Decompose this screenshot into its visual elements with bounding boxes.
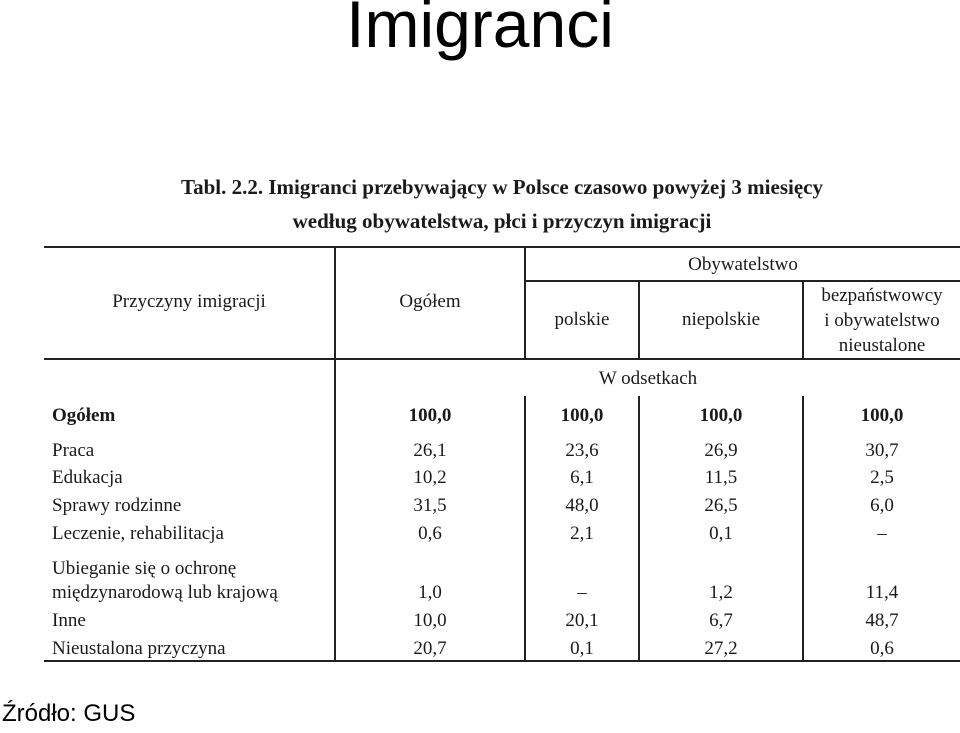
row-label: Ubieganie się o ochronę bbox=[52, 558, 237, 579]
header-total: Ogółem bbox=[399, 291, 461, 312]
header-unit: W odsetkach bbox=[598, 368, 698, 389]
cell-stateless: 48,7 bbox=[865, 610, 899, 631]
cell-polish: 0,1 bbox=[570, 638, 594, 659]
cell-non-polish: 26,5 bbox=[704, 495, 738, 516]
cell-stateless: 0,6 bbox=[870, 638, 894, 659]
header-stateless-line-1: bezpaństwowcy bbox=[821, 285, 943, 306]
row-label-line-2: międzynarodową lub krajową bbox=[52, 582, 278, 603]
row-label: Leczenie, rehabilitacja bbox=[52, 523, 224, 544]
cell-total: 100,0 bbox=[408, 405, 452, 426]
table-title-line-2: według obywatelstwa, płci i przyczyn imigracji bbox=[292, 209, 712, 233]
table-top-rule bbox=[44, 246, 960, 248]
header-bottom-rule bbox=[44, 358, 960, 360]
cell-total: 20,7 bbox=[413, 638, 447, 659]
cell-polish: 100,0 bbox=[560, 405, 604, 426]
row-label: Nieustalona przyczyna bbox=[52, 638, 226, 659]
cell-total: 31,5 bbox=[413, 495, 447, 516]
cell-non-polish: 11,5 bbox=[704, 467, 738, 488]
cell-stateless: – bbox=[877, 523, 887, 544]
cell-polish: 48,0 bbox=[565, 495, 599, 516]
cell-polish: 6,1 bbox=[570, 467, 594, 488]
cell-non-polish: 27,2 bbox=[704, 638, 738, 659]
cell-stateless: 2,5 bbox=[870, 467, 894, 488]
cell-non-polish: 0,1 bbox=[709, 523, 733, 544]
cell-total: 10,2 bbox=[413, 467, 447, 488]
source-note: Źródło: GUS bbox=[2, 700, 136, 727]
header-stateless-line-2: i obywatelstwo bbox=[824, 310, 940, 331]
row-label: Inne bbox=[52, 610, 86, 631]
cell-polish: – bbox=[577, 582, 587, 603]
row-label: Ogółem bbox=[52, 405, 116, 426]
cell-polish: 23,6 bbox=[565, 440, 599, 461]
row-label: Sprawy rodzinne bbox=[52, 495, 182, 516]
citizenship-rule bbox=[524, 280, 960, 282]
cell-stateless: 30,7 bbox=[865, 440, 899, 461]
cell-non-polish: 26,9 bbox=[704, 440, 738, 461]
cell-stateless: 11,4 bbox=[865, 582, 899, 603]
cell-total: 10,0 bbox=[413, 610, 447, 631]
cell-non-polish: 100,0 bbox=[699, 405, 743, 426]
cell-non-polish: 1,2 bbox=[709, 582, 733, 603]
header-reasons: Przyczyny imigracji bbox=[112, 291, 266, 312]
cell-total: 26,1 bbox=[413, 440, 447, 461]
cell-stateless: 100,0 bbox=[860, 405, 904, 426]
cell-stateless: 6,0 bbox=[870, 495, 894, 516]
table-title-line-1: Tabl. 2.2. Imigranci przebywający w Polsce czasowo powyżej 3 miesięcy bbox=[181, 175, 823, 199]
cell-total: 1,0 bbox=[418, 582, 442, 603]
header-non-polish: niepolskie bbox=[681, 309, 761, 330]
cell-non-polish: 6,7 bbox=[709, 610, 733, 631]
header-polish: polskie bbox=[554, 309, 610, 330]
cell-polish: 2,1 bbox=[570, 523, 594, 544]
row-label: Edukacja bbox=[52, 467, 123, 488]
table-scan bbox=[0, 160, 960, 670]
cell-total: 0,6 bbox=[418, 523, 442, 544]
row-label: Praca bbox=[52, 440, 95, 461]
slide-title: Imigranci bbox=[346, 0, 614, 61]
cell-polish: 20,1 bbox=[565, 610, 599, 631]
header-citizenship: Obywatelstwo bbox=[688, 254, 798, 275]
header-stateless-line-3: nieustalone bbox=[838, 335, 926, 356]
